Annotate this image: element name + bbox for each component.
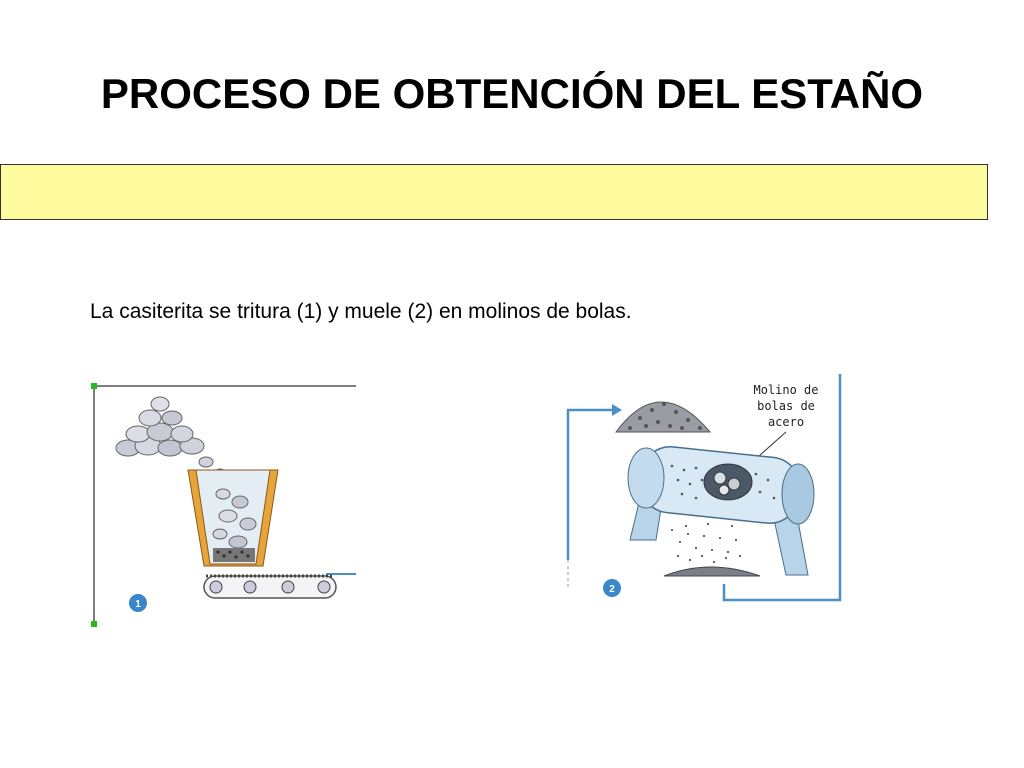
step-number-2: 2 <box>609 584 615 595</box>
rock-pile-icon <box>116 397 204 456</box>
ball-mill-drum-icon <box>628 444 814 575</box>
ore-pile-icon <box>616 402 710 432</box>
powder-pile-icon <box>664 567 760 576</box>
annotation-line-1: Molino de <box>753 383 819 397</box>
step-number-1: 1 <box>135 599 141 610</box>
crusher-figure <box>88 376 368 632</box>
selection-handle <box>91 621 97 627</box>
step-badge-2 <box>603 579 621 597</box>
highlight-band <box>0 164 988 220</box>
selection-handle <box>91 383 97 389</box>
annotation-line-2: bolas de <box>757 399 815 413</box>
annotation-line-3: acero <box>767 415 805 429</box>
ball-mill-figure <box>560 370 860 610</box>
slide-caption: La casiterita se tritura (1) y muele (2) en molinos de bolas. <box>90 300 632 323</box>
slide-title: PROCESO DE OBTENCIÓN DEL ESTAÑO <box>100 70 924 117</box>
step-badge-1 <box>129 594 147 612</box>
conveyor-belt-icon <box>204 576 336 598</box>
hopper-icon <box>188 470 278 566</box>
